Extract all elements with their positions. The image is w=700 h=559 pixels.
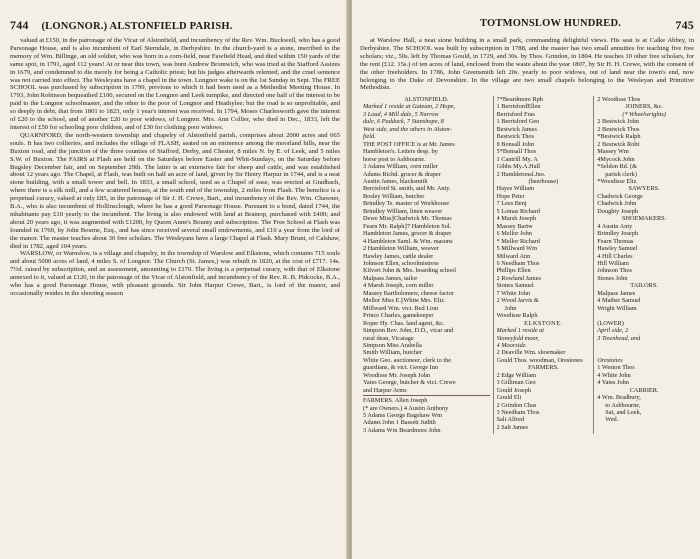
column-line: Millward Wm. vict. Red Lion	[363, 304, 439, 312]
column-line: 4Mycock John	[597, 155, 635, 163]
column-line: Sat, and Leek,	[605, 409, 642, 417]
column-line: Hill William	[597, 259, 629, 267]
column-line: to Ashbourne,	[605, 401, 641, 409]
column-line	[597, 312, 691, 319]
column-line: Adams John 1 Bassett Judith	[363, 419, 436, 427]
column-line: 4 Moorside.	[496, 341, 527, 349]
column-line: ALSTONFIELD.	[404, 96, 449, 103]
column-line: 2 Wood Jarvis &	[496, 297, 539, 305]
column-line: 4 Hambleton Saml. & Wm. masons	[363, 237, 453, 245]
column-line: April side, 2	[597, 327, 629, 335]
column-line: *Woodisse Eliz	[597, 177, 637, 185]
column-line: FARMERS.	[528, 364, 559, 372]
column-line: Johnson Ellen, schoolmistress	[363, 259, 439, 267]
column-line: Johnson Thos	[597, 267, 632, 275]
column-line: FARMERS. Allen Joseph	[363, 397, 428, 405]
column-line: Marked 1 reside at	[496, 327, 545, 335]
left-paragraph-1: valued at £150, in the patronage of the Vicar of Alstonfield, and incumbency of the Rev. Wm. Buckwell, who has a good Parsonage House, and is also incumbent of Earl Sterndale, in Derbyshire. In the church-yard is a stone, inscribed to the memory of Wm. Billinge, an old soldier, who was born in a corn-field, near Fawfield Head, and died within 150 yards of the same spot, in 1791, aged 112 years! At or near this town, was born Andrew Bromwich, who was tried at the Stafford Assizes in 1679, and condemned to die merely for being a Catholic priest; but his judges afterwards relented, and the cruel sentence was not carried into effect. The Wesleyans have a chapel in the town. Longnor wake is on the 1st Sunday in Sept. The FREE SCHOOL was purchased by subscription in 1799, previous to which it had been used as a Methodist Meeting House. In 1793, John Robinson bequeathed £100, secured on the Longnor and Leek turnpike, and directed one half of the interest to be paid to the Longnor schoolmaster, and the other to the poor of Longnor and Heathylee; but the road is so unprofitable, and so deeply in debt, that from 1801 to 1823, only 1 year's interest was received. In 1794, Moses Charlesworth gave the interest of £20 to the school, and of another £20 to poor widows, of Longnor. Mrs. Ann Collier, who died in Dec., 1833, left the interest of £50 for schooling poor children, and of £30 for clothing poor widows.	[10, 37, 340, 131]
directory-column-1	[360, 96, 493, 434]
column-line: Roper Hy. Chas. land agent, &c.	[363, 319, 445, 327]
column-line: Hope Peter	[496, 192, 525, 200]
left-running-head: (LONGNOR.) ALSTONFIELD PARISH.	[41, 21, 233, 32]
column-line: field.	[363, 133, 376, 141]
column-line: White Geo. auctioneer, clerk to the	[363, 356, 452, 364]
column-line: 2 Edge William	[496, 371, 537, 379]
column-line: 8 Bonsall John	[496, 140, 534, 148]
right-paragraph-1: at Warslow Hall, a neat stone building in a small park, commanding delightful views. His seat is at Calke Abbey, in Derbyshire. The SCHOOL was built by subscription in 1788, and the master has two small annuities for teaching five free scholars; viz., 50s. left by Thomas Gould, in 1729, and 30s. by Thos. Grindon, in 1804. He teaches 10 other free scholars, for the rent (£12. 15s.) of ten acres of land, enclosed from the waste about the year 1807, by Sir H. H. Crewe, with the consent of the other freeholders. In 1786, John Greensmith left 20s. yearly to poor widows, out of land near the town's end, now belonging to the Duke of Devonshire. In the village are two small chapels belonging to the Wesleyan and Primitive Methodists.	[360, 37, 694, 92]
column-line: 4 Wm. Bradbury,	[597, 394, 641, 402]
column-line: ELKSTONE.	[524, 319, 563, 327]
left-header	[10, 18, 340, 33]
column-line: Stones John	[597, 274, 628, 282]
column-line: horse post to Ashbourne.	[363, 155, 426, 163]
column-line: Simpson Miss Arabella	[363, 341, 422, 349]
column-line: 7 White John	[496, 289, 530, 297]
column-line: Massey Bartw	[496, 222, 533, 230]
column-line: Brindley William, linen weaver	[363, 207, 443, 215]
column-line: Dewe Miss||Chadwick Mr. Thomas	[363, 215, 452, 223]
column-line: Hayes William	[496, 185, 535, 193]
column-line: 4 Marsh Joseph, corn miller	[363, 282, 434, 290]
column-line: Malpass James, tailor	[363, 274, 418, 282]
column-line: 1 Cantrill My. A	[496, 155, 538, 163]
column-line: (LOWER)	[597, 319, 624, 327]
column-line	[597, 342, 691, 349]
column-line: Bosley William, butcher	[363, 192, 425, 200]
column-line: Bestwick James	[496, 125, 537, 133]
column-line: 1 BerrisfordEllen	[496, 103, 541, 111]
left-paragraph-3: WARSLOW, or Warnslow, is a village and chapelry, in the township of Warslow and Elkstone, which contains 715 souls and about 5000 acres of land, 4 miles S. of Longnor. The Church (St. James,) was rebuilt in 1820, at the cost of £717. 14s. 7½d. raised by subscription, and an assessment, amounting to £170. The living is a perpetual curacy, with that of Elkstone annexed to it, valued at £120, in the patronage of the Vicar of Alstonfield, and incumbency of the Rev. R. B. Pidcocke, B.A., who has a good Parsonage House, with pleasant grounds. Sir John Harpur Crewe, Bart., is lord of the manor, and occasionally resides in the shooting season	[10, 250, 340, 297]
column-line: Bestwick Thos	[496, 133, 535, 141]
column-line: 1 Berrisford Geo	[496, 118, 540, 126]
column-line: 6 Mellor John	[496, 230, 532, 238]
column-line: 3 Adams Wm Beardmore John	[363, 426, 441, 434]
right-page-number: 745	[675, 18, 694, 32]
column-line: 3 Adams William, corn miller	[363, 163, 439, 171]
column-line: and Harpur Arms	[363, 386, 407, 394]
column-line: 2 Salt James	[496, 423, 529, 431]
left-paragraph-2: QUARNFORD, the north-western township and chapelry of Alstonfield parish, comprises about 2000 acres and 665 souls. It has two collieries, and includes the village of FLASH, seated on an eminence among the moorland hills, near the Buxton road, and the junction of the three counties of Stafford, Derby, and Chester, 8 miles N. by E. of Leek, and 5 miles S.W. of Buxton. The FAIRS at Flash are held on the Saturdays before Easter and Whit-Sundays, on the Saturday before Bugsley December fair, and on September 29th. The latter is an extensive fair for sheep and cattle, and was established about 12 years ago. The Chapel, at Flash, was built on half an acre of land, given by Sir Henry Harpur in 1744, and is a neat stone building, with a small tower and bell. In 1833, a small school, used as a Chapel of ease, was erected at Gradbach, where there is a silk mill, and a few scattered houses, at the south end of the township, 2 miles from Flash. The benefice is a perpetual curacy, valued at only £85, in the patronage of Sir J. H. Crewe, Bart., and incumbency of the Rev. Wm. Chawner, B.A., who is also incumbent of Hollinsclough, where he has a good Parsonage House. Pursuant to a bond, dated 1744, the inhabitants pay £10 yearly to the incumbent. The living is also endowed with land at Brainop, purchased with £400; and about 20 years ago, it was augmented with £1200, by Queen Anne's Bounty and subscription. The Free School at Flash was founded in 1760, by John Bourne, Esq., and has since received several small endowments, and £10 a year from the lord of the manor. The master teaches about 30 free scholars. The Wesleyans have a large Chapel at Flash. Mary Brunt, of Calshaw, died in 1782, aged 104 years.	[10, 131, 340, 250]
column-line: Hawley Samuel	[597, 245, 638, 253]
column-line: 7 Lees Benj	[496, 200, 527, 208]
column-line: Phillips Ellen	[496, 267, 531, 275]
column-line: 5 Lomas Richard	[496, 207, 540, 215]
column-line: *Seldon Rd. (&	[597, 163, 637, 171]
column-line: 2 Deaville Wm. shoemaker	[496, 349, 566, 357]
column-line: Brindley Joseph	[597, 230, 639, 238]
column-line: 2 Bestwick Thos	[597, 125, 640, 133]
column-line: rural dean, Vicarage	[363, 334, 414, 342]
column-line: Hambleton James, grocer & draper	[363, 230, 452, 238]
column-line: 2 Woodisse Thos	[597, 96, 641, 103]
column-line: parish clerk)	[605, 170, 637, 178]
column-line: guardians, & vict. George Inn	[363, 364, 439, 372]
left-body	[10, 37, 340, 298]
column-line: Brindley Ts. master of Workhouse	[363, 200, 450, 208]
column-line: (* are Owners.) 4 Austin Anthony	[363, 404, 449, 412]
column-line: John	[504, 304, 517, 312]
column-line: Stoneyfold moor,	[496, 334, 539, 342]
column-line: THE POST OFFICE is at Mr. James	[363, 140, 455, 148]
column-line: 3 Gilliman Geo	[496, 379, 536, 387]
directory-column-3	[593, 96, 694, 434]
column-line: SAWYERS.	[628, 185, 660, 193]
column-line: 2 Bestwick Robt	[597, 140, 640, 148]
column-line	[597, 349, 691, 356]
column-line: SHOEMAKERS.	[622, 215, 667, 223]
column-line: 4 Marsh Joseph	[496, 215, 537, 223]
column-line: Gould Eli	[496, 394, 522, 402]
column-line: Marked 1 reside at Gateam, 2 Hope,	[363, 103, 456, 111]
column-line: Stones Samuel	[496, 282, 534, 290]
right-page	[352, 0, 700, 559]
column-line: JOINERS, &c.	[625, 103, 663, 111]
column-line: Austin James, blacksmith	[363, 177, 428, 185]
column-line: Simpson Rev. John, D.D., vicar and	[363, 327, 454, 335]
column-line: Prince Charles, gamekeeper	[363, 312, 434, 320]
column-line: Massey Bartholomew, cheese factor	[363, 289, 454, 297]
column-line: Massey Wm	[597, 148, 629, 156]
column-line: 4 White John	[597, 371, 631, 379]
column-line: 5 Adams George Bagshaw Wm	[363, 412, 443, 420]
column-line: Hambleton's. Letters desp. by	[363, 148, 438, 156]
column-line: Gould Thos. woodman, Orestones	[496, 356, 583, 364]
column-line: TAILORS.	[630, 282, 658, 290]
column-line: Orestones	[597, 356, 623, 364]
right-body	[360, 37, 694, 92]
column-line: 2 Grindon Chas	[496, 401, 537, 409]
column-divider	[363, 395, 490, 396]
column-line: (* Wheelwrights)	[622, 110, 666, 118]
column-line: 5*Bonsall Thos	[496, 148, 537, 156]
column-line: 5 Millward Wm	[496, 245, 537, 253]
column-line: Gibbs My.A.Hall	[496, 163, 541, 171]
directory-columns	[360, 96, 694, 434]
column-line: Chadwick John	[597, 200, 637, 208]
column-line: 7*Beardmore Rph	[496, 96, 543, 103]
column-line: Hawley James, cattle dealer	[363, 252, 434, 260]
column-line: Adams Richd. grocer & draper	[363, 170, 441, 178]
column-line: Fearn Thomas	[597, 237, 634, 245]
column-line: 4 Mather Samuel	[597, 297, 641, 305]
column-line: 6 Needham Thos	[496, 259, 540, 267]
left-page	[0, 0, 348, 559]
column-line: 2 Hambletonsl.Jno.	[496, 170, 546, 178]
left-page-number: 744	[10, 18, 29, 32]
column-line: Yates George, butcher & vict. Crewe	[363, 379, 456, 387]
column-line: Chadwick George	[597, 192, 643, 200]
column-line: Doughty Joseph	[597, 207, 639, 215]
column-line: 4 Hill Charles	[597, 252, 633, 260]
column-line: 3 Needham Thos	[496, 409, 540, 417]
column-line: Kilvert John & Mrs. boarding school	[363, 267, 457, 275]
column-line: *Bestwick Ralph	[597, 133, 641, 141]
column-line: (beerhouse)	[528, 177, 559, 185]
column-line: Woodisse Ralph	[496, 312, 538, 320]
column-line: Fearn Mr. Ralph||7 Hambleton Sol.	[363, 222, 452, 230]
directory-column-2	[493, 96, 594, 434]
column-line: Malpass James	[597, 289, 636, 297]
column-line: 2 Hambleton William, weaver	[363, 245, 439, 253]
column-line: Berrisford Fras	[496, 110, 535, 118]
column-line: Milward Ann	[496, 252, 531, 260]
column-line: 1 Weston Thos	[597, 364, 635, 372]
column-line: dale, 6 Paddock, 7 Stanshope, 8	[363, 118, 444, 126]
column-line: 4 Yates John	[597, 379, 629, 387]
column-line: CARRIER.	[629, 386, 659, 394]
right-running-head: TOTMONSLOW HUNDRED.	[480, 18, 622, 29]
column-line: Gould Joseph	[496, 386, 531, 394]
column-line: West side, and the others in Alston-	[363, 125, 452, 133]
column-line: 3 Load, 4 Mill dale, 5 Narrow	[363, 110, 439, 118]
column-line: 3 Townhead, and	[597, 334, 641, 342]
column-line: 2 Rowland James	[496, 274, 541, 282]
column-line: Wed.	[605, 416, 619, 424]
column-line: 2 Bestwick John	[597, 118, 639, 126]
column-line: Smith William, butcher	[363, 349, 422, 357]
column-line: Berrisford St. smith, and Mr. Anty.	[363, 185, 451, 193]
column-line: * Mellor Richard	[496, 237, 540, 245]
column-line: Woodisse Mr. Joseph John	[363, 371, 431, 379]
column-line: 4 Austin Anty	[597, 222, 633, 230]
column-line: Wright William	[597, 304, 637, 312]
column-line: Salt Alfred	[496, 416, 524, 424]
column-line: Mellor Miss E.||White Mrs. Eliz.	[363, 297, 446, 305]
